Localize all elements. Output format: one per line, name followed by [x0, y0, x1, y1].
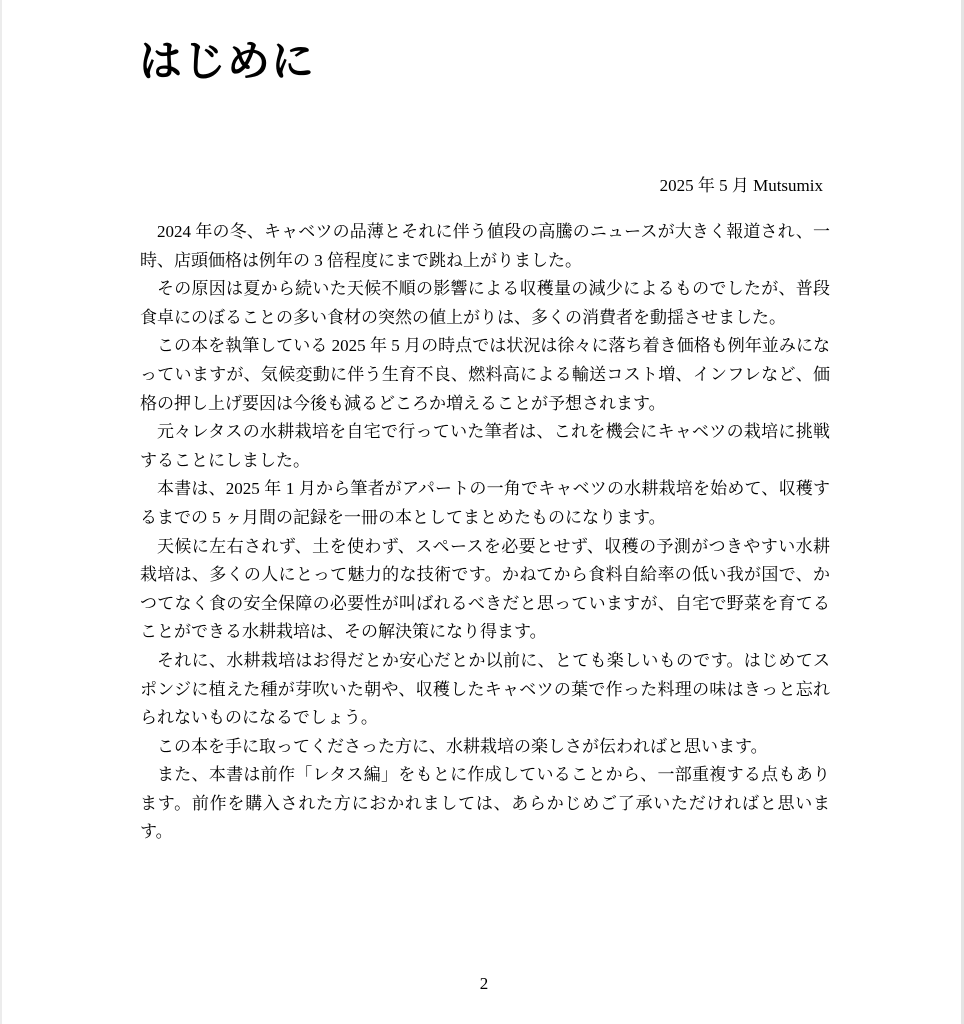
page-title: はじめに — [139, 37, 315, 87]
paragraph: 元々レタスの水耕栽培を自宅で行っていた筆者は、これを機会にキャベツの栽培に挑戦することにしました。 — [140, 422, 830, 470]
paragraph: この本を手に取ってくださった方に、水耕栽培の楽しさが伝わればと思います。 — [157, 736, 768, 756]
paragraph: それに、水耕栽培はお得だとか安心だとか以前に、とても楽しいものです。はじめてスポンジに植えた種が芽吹いた朝や、収穫したキャベツの葉で作った料理の味はきっと忘れられないものになるでしょう。 — [140, 650, 830, 728]
body-text — [140, 218, 830, 847]
paragraph: また、本書は前作「レタス編」をもとに作成していることから、一部重複する点もあります。前作を購入された方におかれましては、あらかじめご了承いただければと思います。 — [140, 765, 830, 842]
paragraph: この本を執筆している 2025 年 5 月の時点では状況は徐々に落ち着き価格も例年並みになっていますが、気候変動に伴う生育不良、燃料高による輸送コスト増、インフレなど、価格の押し上げ要因は今後も減るどころか増えることが予想されます。 — [140, 336, 830, 413]
paragraph: その原因は夏から続いた天候不順の影響による収穫量の減少によるものでしたが、普段食卓にのぼることの多い食材の突然の値上がりは、多くの消費者を動揺させました。 — [140, 279, 830, 327]
paragraph: 天候に左右されず、土を使わず、スペースを必要とせず、収穫の予測がつきやすい水耕栽培は、多くの人にとって魅力的な技術です。かねてから食料自給率の低い我が国で、かつてなく食の安全保障の必要性が叫ばれるべきだと思っていますが、自宅で野菜を育てることができる水耕栽培は、その解決策になり得ます。 — [140, 536, 830, 642]
date-author-byline: 2025 年 5 月 Mutsumix — [659, 176, 823, 195]
paragraph: 2024 年の冬、キャベツの品薄とそれに伴う値段の高騰のニュースが大きく報道され、一時、店頭価格は例年の 3 倍程度にまで跳ね上がりました。 — [140, 222, 830, 270]
page-number: 2 — [479, 974, 489, 993]
paragraph: 本書は、2025 年 1 月から筆者がアパートの一角でキャベツの水耕栽培を始めて、収穫するまでの 5 ヶ月間の記録を一冊の本としてまとめたものになります。 — [140, 479, 830, 527]
